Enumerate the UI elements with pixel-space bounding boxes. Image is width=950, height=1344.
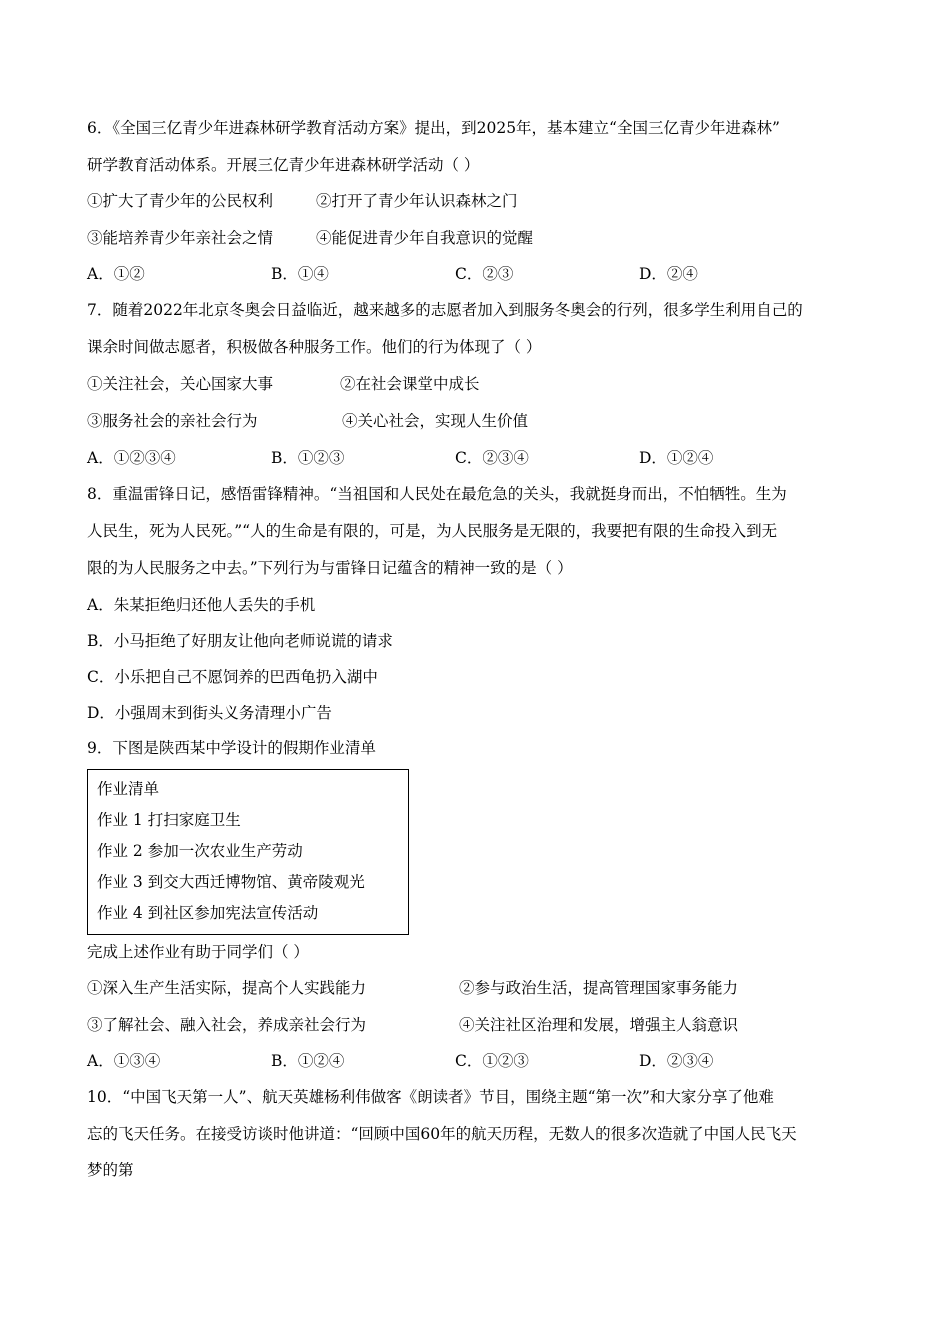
q8-option-d[interactable]: D．小强周末到街头义务清理小广告	[87, 704, 332, 722]
homework-item: 作业 4 到社区参加宪法宣传活动	[97, 904, 319, 922]
q9-statement-4: ④关注社区治理和发展，增强主人翁意识	[459, 1016, 739, 1034]
q6-option-c[interactable]: C．②③	[455, 265, 514, 283]
homework-item: 作业 1 打扫家庭卫生	[97, 811, 241, 829]
q6-statement-3: ③能培养青少年亲社会之情	[87, 229, 274, 247]
q7-statement-1: ①关注社会，关心国家大事	[87, 375, 274, 393]
q8-stem-line-3: 限的为人民服务之中去。”下列行为与雷锋日记蕴含的精神一致的是（ ）	[87, 559, 573, 577]
q6-option-d[interactable]: D．②④	[639, 265, 698, 283]
q8-stem-line-2: 人民生，死为人民死。”“人的生命是有限的，可是，为人民服务是无限的，我要把有限的生命投入到无	[87, 522, 778, 540]
q9-stem: 9．下图是陕西某中学设计的假期作业清单	[87, 739, 376, 757]
q9-option-c[interactable]: C．①②③	[455, 1052, 529, 1070]
q9-option-a[interactable]: A．①③④	[87, 1052, 161, 1070]
q9-option-d[interactable]: D．②③④	[639, 1052, 714, 1070]
homework-item: 作业 3 到交大西迁博物馆、黄帝陵观光	[97, 873, 365, 891]
q6-stem-line-1: 6．《全国三亿青少年进森林研学教育活动方案》提出，到2025年，基本建立“全国三亿青少年进森林”	[87, 119, 780, 137]
q8-option-b[interactable]: B．小马拒绝了好朋友让他向老师说谎的请求	[87, 632, 393, 650]
q6-option-b[interactable]: B．①④	[271, 265, 329, 283]
q9-stem-line-2: 完成上述作业有助于同学们（ ）	[87, 943, 309, 961]
q6-statement-1: ①扩大了青少年的公民权利	[87, 192, 274, 210]
q6-statement-4: ④能促进青少年自我意识的觉醒	[316, 229, 534, 247]
q7-statement-4: ④关心社会，实现人生价值	[342, 412, 529, 430]
q8-option-c[interactable]: C．小乐把自己不愿饲养的巴西龟扔入湖中	[87, 668, 378, 686]
q10-stem-line-2: 忘的飞天任务。在接受访谈时他讲道：“回顾中国60年的航天历程，无数人的很多次造就了中国人民飞天	[87, 1125, 797, 1143]
homework-list-title: 作业清单	[97, 780, 160, 798]
q9-statement-3: ③了解社会、融入社会，养成亲社会行为	[87, 1016, 367, 1034]
homework-list-box	[87, 769, 409, 935]
q10-stem-line-1: 10．“中国飞天第一人”、航天英雄杨利伟做客《朗读者》节目，围绕主题“第一次”和大家分享了他难	[87, 1088, 774, 1106]
q7-option-d[interactable]: D．①②④	[639, 449, 714, 467]
q7-option-c[interactable]: C．②③④	[455, 449, 529, 467]
q10-stem-line-3: 梦的第	[87, 1161, 134, 1179]
q8-option-a[interactable]: A．朱某拒绝归还他人丢失的手机	[87, 596, 316, 614]
q6-stem-line-2: 研学教育活动体系。开展三亿青少年进森林研学活动（ ）	[87, 156, 480, 174]
q6-option-a[interactable]: A．①②	[87, 265, 145, 283]
q7-statement-3: ③服务社会的亲社会行为	[87, 412, 258, 430]
q6-statement-2: ②打开了青少年认识森林之门	[316, 192, 518, 210]
q9-option-b[interactable]: B．①②④	[271, 1052, 345, 1070]
q9-statement-1: ①深入生产生活实际，提高个人实践能力	[87, 979, 367, 997]
q8-stem-line-1: 8．重温雷锋日记，感悟雷锋精神。“当祖国和人民处在最危急的关头，我就挺身而出，不怕牺牲。生为	[87, 485, 787, 503]
q7-option-a[interactable]: A．①②③④	[87, 449, 176, 467]
q7-option-b[interactable]: B．①②③	[271, 449, 345, 467]
q7-statement-2: ②在社会课堂中成长	[340, 375, 480, 393]
homework-item: 作业 2 参加一次农业生产劳动	[97, 842, 303, 860]
q7-stem-line-1: 7．随着2022年北京冬奥会日益临近，越来越多的志愿者加入到服务冬奥会的行列，很多学生利用自己的	[87, 301, 803, 319]
q7-stem-line-2: 课余时间做志愿者，积极做各种服务工作。他们的行为体现了（ ）	[87, 338, 542, 356]
q9-statement-2: ②参与政治生活，提高管理国家事务能力	[459, 979, 739, 997]
